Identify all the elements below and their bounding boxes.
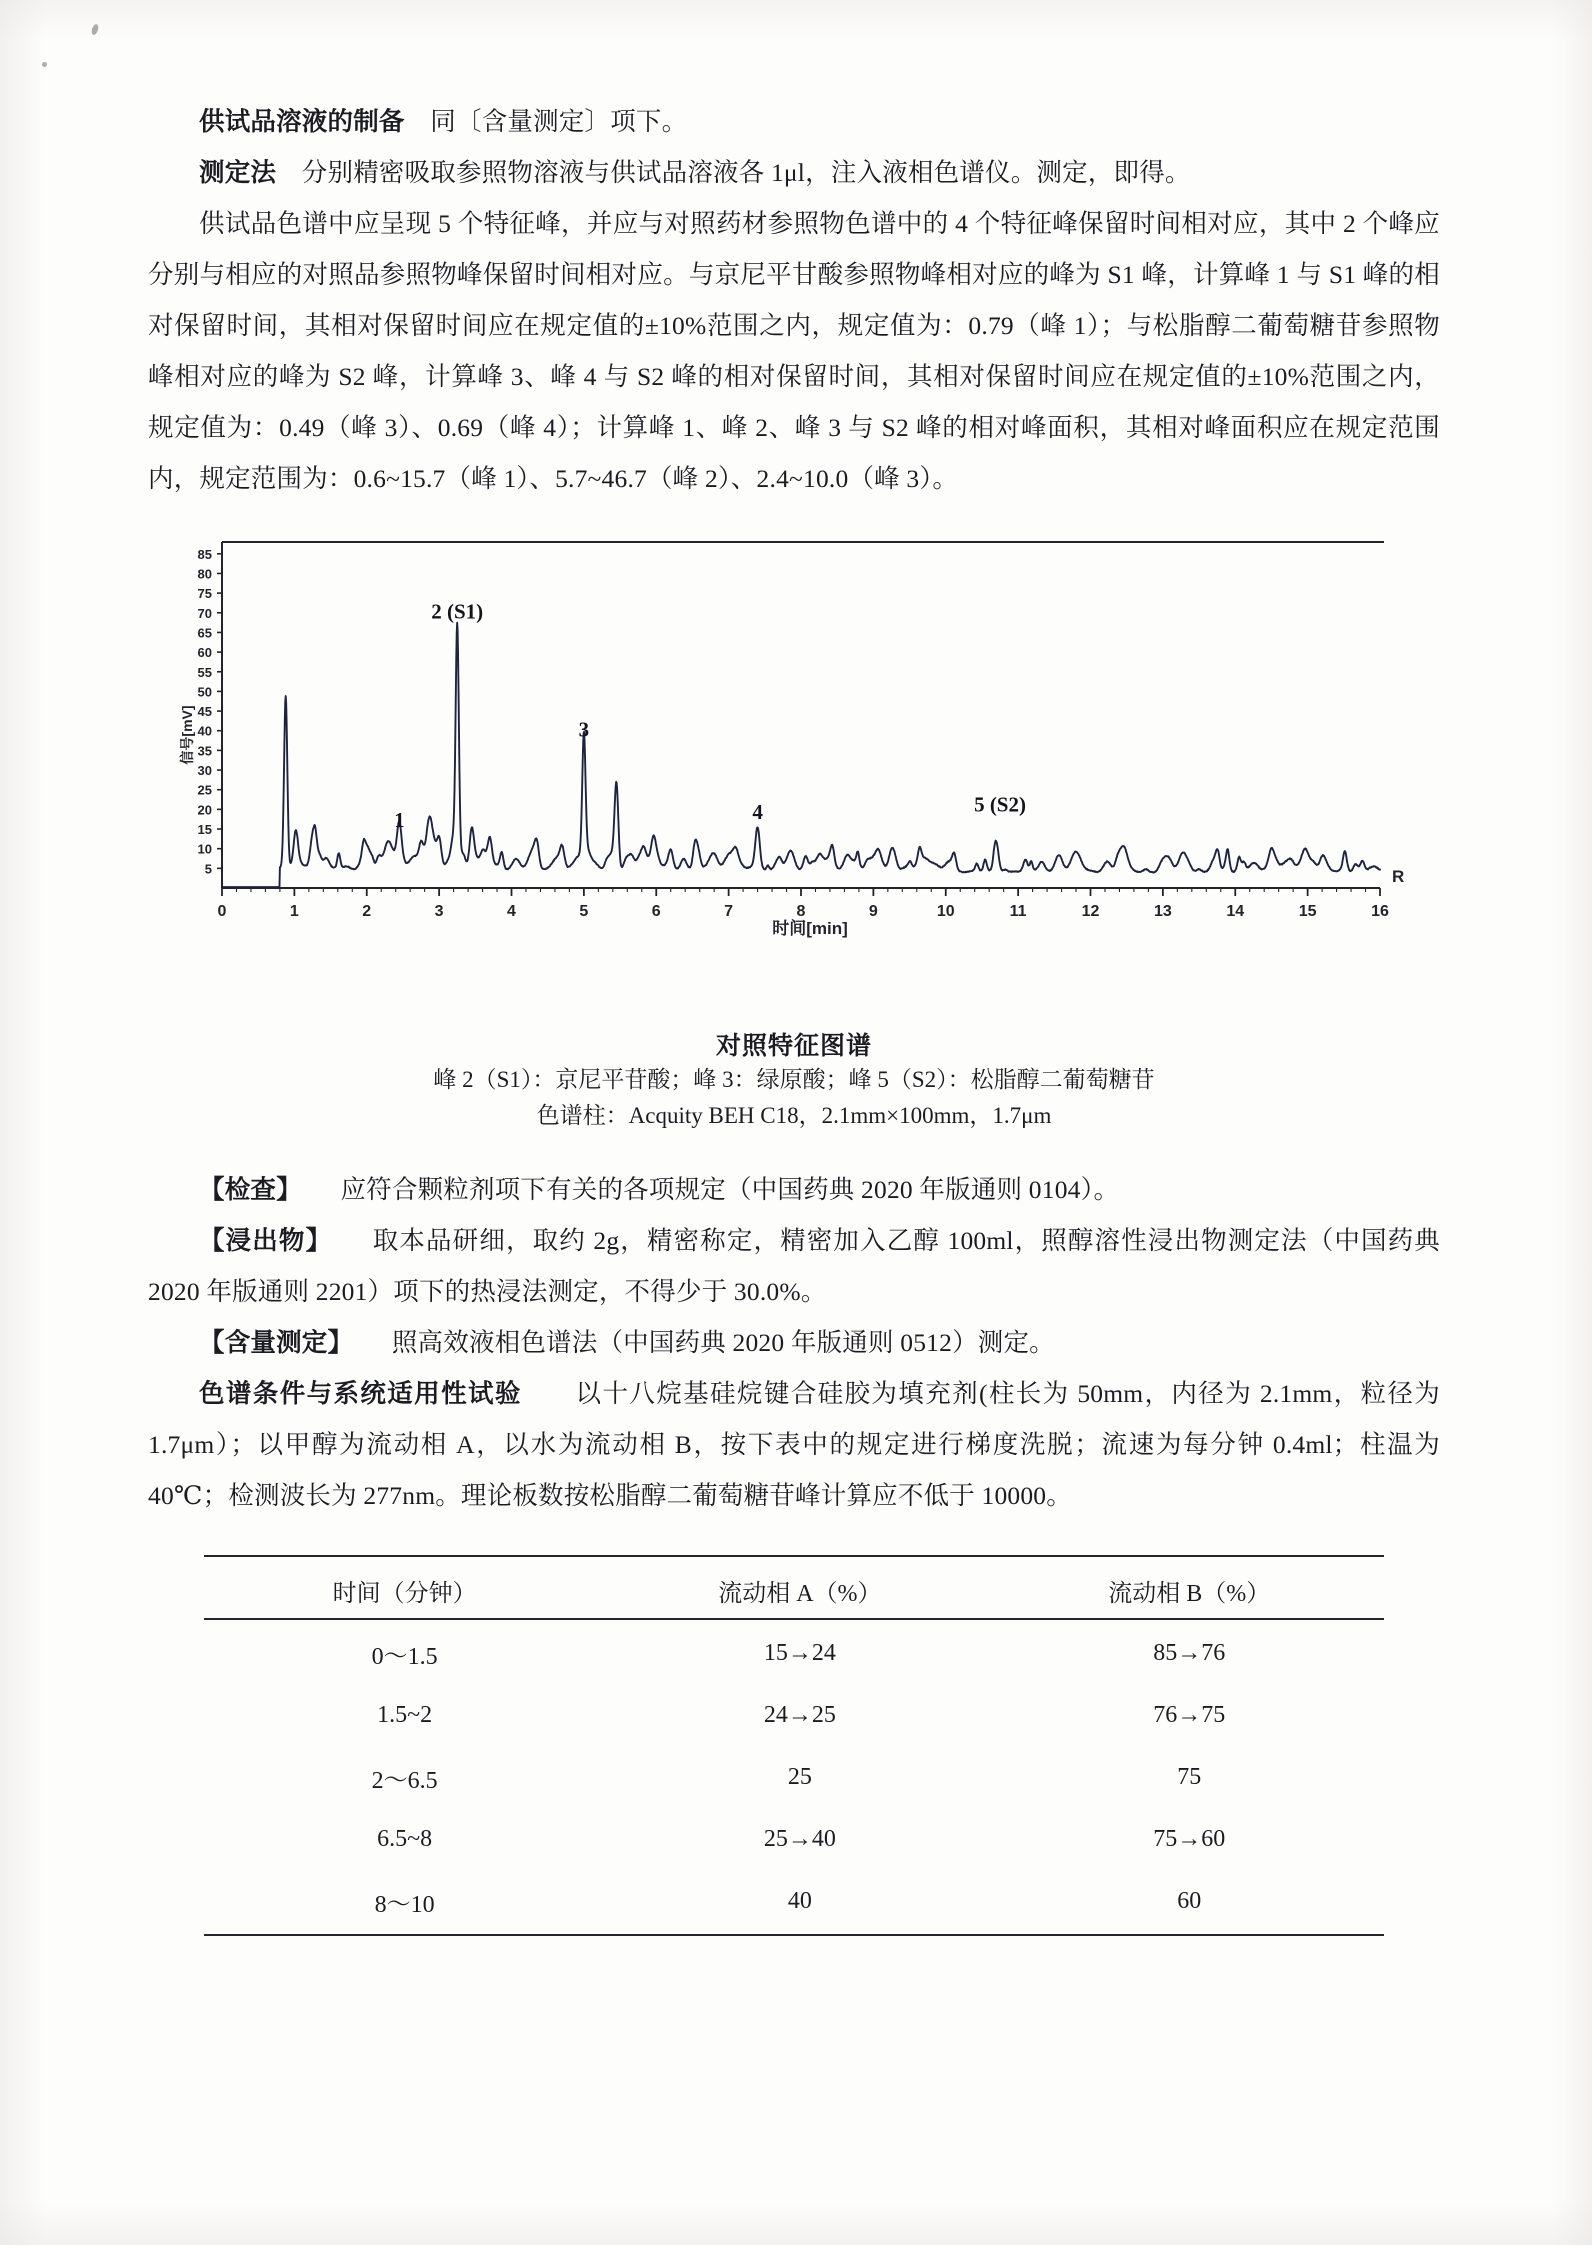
x-tick-label: 0 <box>217 903 227 920</box>
chromatogram-trace <box>222 623 1380 887</box>
section-assay-text: 照高效液相色谱法（中国药典 2020 年版通则 0512）测定。 <box>340 1328 1055 1357</box>
y-tick-label: 5 <box>204 861 212 877</box>
table-cell: 25 <box>787 1764 812 1790</box>
section-inspection-lead: 【检查】 <box>199 1175 290 1204</box>
x-tick-label: 11 <box>1009 903 1027 920</box>
section-inspection-text: 应符合颗粒剂项下有关的各项规定（中国药典 2020 年版通则 0104）。 <box>289 1175 1120 1204</box>
table-row <box>204 1686 1384 1744</box>
section-extract-lead: 【浸出物】 <box>199 1226 320 1255</box>
table-cell: 85→76 <box>1153 1640 1226 1666</box>
chromatogram-figure <box>148 530 1440 1000</box>
table-cell: 24→25 <box>763 1702 836 1728</box>
table-cell: 0～1.5 <box>371 1644 438 1670</box>
x-tick-label: 12 <box>1081 903 1100 920</box>
section-assay <box>148 1317 1440 1368</box>
section-extract-text: 取本品研细，取约 2g，精密称定，精密加入乙醇 100ml，照醇溶性浸出物测定法（中国药典 2020 年版通则 2201）项下的热浸法测定，不得少于 30.0%。 <box>148 1226 1440 1306</box>
gradient-table-body <box>204 1619 1384 1935</box>
table-cell: 40 <box>787 1888 812 1914</box>
chart-x-axis <box>218 888 1389 920</box>
chart-peak-annotations <box>394 600 1026 832</box>
table-cell: 76→75 <box>1153 1702 1226 1728</box>
x-tick-label: 16 <box>1371 903 1389 920</box>
paragraph-prep-text: 同〔含量测定〕项下。 <box>404 107 688 136</box>
x-tick-label: 6 <box>651 903 661 920</box>
gradient-table-head <box>204 1556 1384 1619</box>
document-body <box>148 96 1440 1936</box>
x-tick-label: 5 <box>579 903 589 920</box>
chart-right-marker: R <box>1392 867 1405 886</box>
table-cell: 75→60 <box>1153 1826 1226 1852</box>
y-tick-label: 60 <box>197 645 212 661</box>
chromatogram-chart <box>170 530 1420 960</box>
table-cell: 6.5~8 <box>377 1826 433 1852</box>
y-tick-label: 40 <box>197 723 212 739</box>
gradient-table-header-row <box>204 1556 1384 1619</box>
x-tick-label: 15 <box>1298 903 1317 920</box>
y-tick-label: 50 <box>197 684 212 700</box>
table-row <box>204 1619 1384 1686</box>
x-tick-label: 9 <box>868 903 878 920</box>
table-cell: 25→40 <box>763 1826 836 1852</box>
paragraph-prep <box>148 96 1440 147</box>
x-tick-label: 13 <box>1153 903 1172 920</box>
y-tick-label: 10 <box>197 841 212 857</box>
chart-y-axis <box>198 547 222 877</box>
peak-label: 3 <box>578 717 590 742</box>
column-header-phase-b: 流动相 B（%） <box>1108 1581 1271 1607</box>
y-tick-label: 65 <box>197 625 212 641</box>
x-tick-label: 14 <box>1226 903 1245 920</box>
x-tick-label: 4 <box>507 903 516 920</box>
y-tick-label: 80 <box>197 566 212 582</box>
y-tick-label: 15 <box>197 822 212 838</box>
x-tick-label: 10 <box>936 903 955 920</box>
y-tick-label: 20 <box>197 802 212 818</box>
y-tick-label: 25 <box>197 782 212 798</box>
y-tick-label: 85 <box>197 546 212 562</box>
section-conditions <box>148 1368 1440 1521</box>
peak-label: 1 <box>394 808 405 833</box>
table-cell: 60 <box>1177 1888 1202 1914</box>
table-row <box>204 1810 1384 1868</box>
gradient-table <box>204 1555 1384 1936</box>
figure-caption <box>148 1026 1440 1134</box>
section-inspection <box>148 1164 1440 1215</box>
figure-caption-column: 色谱柱：Acquity BEH C18，2.1mm×100mm，1.7μm <box>536 1103 1052 1128</box>
x-tick-label: 2 <box>362 903 372 920</box>
y-tick-label: 30 <box>197 763 212 779</box>
table-cell: 75 <box>1177 1764 1202 1790</box>
section-assay-lead: 【含量测定】 <box>199 1328 341 1357</box>
x-tick-label: 3 <box>434 903 444 920</box>
section-conditions-text: 以十八烷基硅烷键合硅胶为填充剂(柱长为 50mm，内径为 2.1mm，粒径为 1.7μm）；以甲醇为流动相 A，以水为流动相 B，按下表中的规定进行梯度洗脱；流速为每分钟 0.4ml；柱温为 40℃；检测波长为 277nm。理论板数按松脂醇二葡萄糖苷峰计算应不低于 10000。 <box>148 1379 1440 1510</box>
figure-caption-title: 对照特征图谱 <box>715 1033 872 1060</box>
paragraph-method <box>148 147 1440 198</box>
section-extract <box>148 1215 1440 1317</box>
paragraph-spec-text: 供试品色谱中应呈现 5 个特征峰，并应与对照药材参照物色谱中的 4 个特征峰保留时间相对应，其中 2 个峰应分别与相应的对照品参照物峰保留时间相对应。与京尼平甘酸参照物峰相对应的峰为 S1 峰，计算峰 1 与 S1 峰的相对保留时间，其相对保留时间应在规定值的±10%范围之内，规定值为：0.79（峰 1）；与松脂醇二葡萄糖苷参照物峰相对应的峰为 S2 峰，计算峰 3、峰 4 与 S2 峰的相对保留时间，其相对保留时间应在规定值的±10%范围之内，规定值为：0.49（峰 3）、0.69（峰 4）；计算峰 1、峰 2、峰 3 与 S2 峰的相对峰面积，其相对峰面积应在规定范围内，规定范围为：0.6~15.7（峰 1）、5.7~46.7（峰 2）、2.4~10.0（峰 3）。 <box>148 209 1440 493</box>
peak-label: 4 <box>752 800 763 825</box>
column-header-time: 时间（分钟） <box>332 1581 477 1607</box>
paragraph-method-lead: 测定法 <box>199 158 277 187</box>
chart-xlabel: 时间[min] <box>772 919 848 938</box>
paragraph-spec <box>148 198 1440 504</box>
table-cell: 8～10 <box>374 1892 435 1918</box>
table-row <box>204 1744 1384 1810</box>
column-header-phase-a: 流动相 A（%） <box>718 1581 882 1607</box>
figure-caption-peaks: 峰 2（S1）：京尼平苷酸；峰 3：绿原酸；峰 5（S2）：松脂醇二葡萄糖苷 <box>433 1067 1155 1092</box>
table-cell: 2～6.5 <box>371 1768 438 1794</box>
peak-label: 5 (S2) <box>974 792 1026 817</box>
x-tick-label: 7 <box>724 903 734 920</box>
y-tick-label: 45 <box>197 704 212 720</box>
table-row <box>204 1868 1384 1935</box>
x-tick-label: 8 <box>796 903 806 920</box>
y-tick-label: 35 <box>197 743 212 759</box>
chart-ylabel: 信号[mV] <box>179 705 195 765</box>
y-tick-label: 55 <box>197 664 212 680</box>
y-tick-label: 70 <box>197 605 212 621</box>
peak-label: 2 (S1) <box>431 599 484 624</box>
x-tick-label: 1 <box>289 903 299 920</box>
table-cell: 15→24 <box>763 1640 836 1666</box>
section-conditions-lead: 色谱条件与系统适用性试验 <box>199 1379 522 1408</box>
paragraph-prep-lead: 供试品溶液的制备 <box>199 107 405 136</box>
scan-speck <box>42 62 47 67</box>
y-tick-label: 75 <box>197 586 212 602</box>
table-cell: 1.5~2 <box>377 1702 433 1728</box>
paragraph-method-text: 分别精密吸取参照物溶液与供试品溶液各 1μl，注入液相色谱仪。测定，即得。 <box>276 158 1191 187</box>
